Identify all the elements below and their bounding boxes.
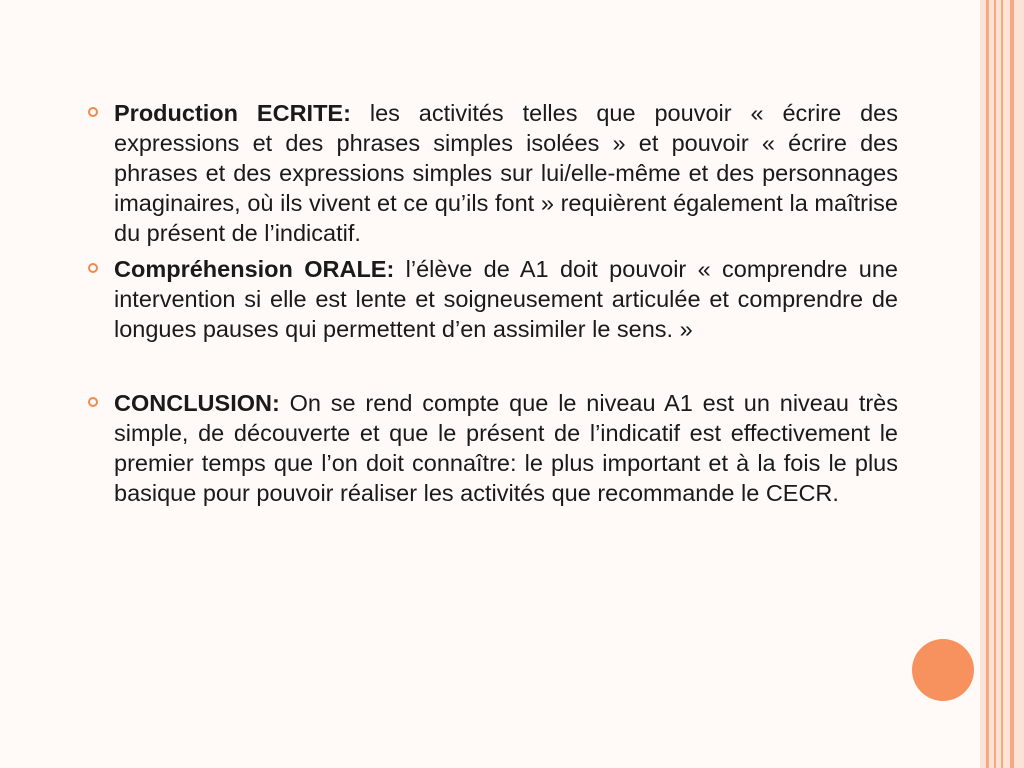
bullet-comprehension-orale <box>84 254 898 344</box>
stripe-line <box>1010 0 1014 768</box>
bullet-heading: CONCLUSION: <box>114 390 290 416</box>
bullet-conclusion <box>84 388 898 508</box>
bullet-production-ecrite <box>84 98 898 248</box>
ring-bullet-icon <box>88 263 98 273</box>
bullet-text: On se rend compte que le niveau A1 est un niveau très simple, de découverte et que le présent de l’indicatif est effectivement le premier temps que l’on doit connaître: le plus important et à la fois le plus basique pour pouvoir réaliser les activités que recommande le CECR. <box>114 390 898 506</box>
stripe-line <box>1001 0 1003 768</box>
bullet-heading: Compréhension ORALE: <box>114 256 406 282</box>
stripe-line <box>986 0 989 768</box>
bullet-heading: Production ECRITE: <box>114 100 370 126</box>
bullet-text: les activités telles que pouvoir « écrire des expressions et des phrases simples isolées » et pouvoir « écrire des phrases et des expressions simples sur lui/elle-même et des personnages imaginaires, où ils vivent et ce qu’ils font » requièrent également la maîtrise du présent de l’indicatif. <box>114 100 899 246</box>
ring-bullet-icon <box>88 107 98 117</box>
stripe-line <box>994 0 996 768</box>
slide-content <box>84 98 898 508</box>
ring-bullet-icon <box>88 397 98 407</box>
decorative-stripe-band <box>980 0 1024 768</box>
bullet-text: l’élève de A1 doit pouvoir « comprendre une intervention si elle est lente et soigneusement articulée et comprendre de longues pauses qui permettent d’en assimiler le sens. » <box>114 256 898 342</box>
decorative-circle <box>912 639 974 701</box>
